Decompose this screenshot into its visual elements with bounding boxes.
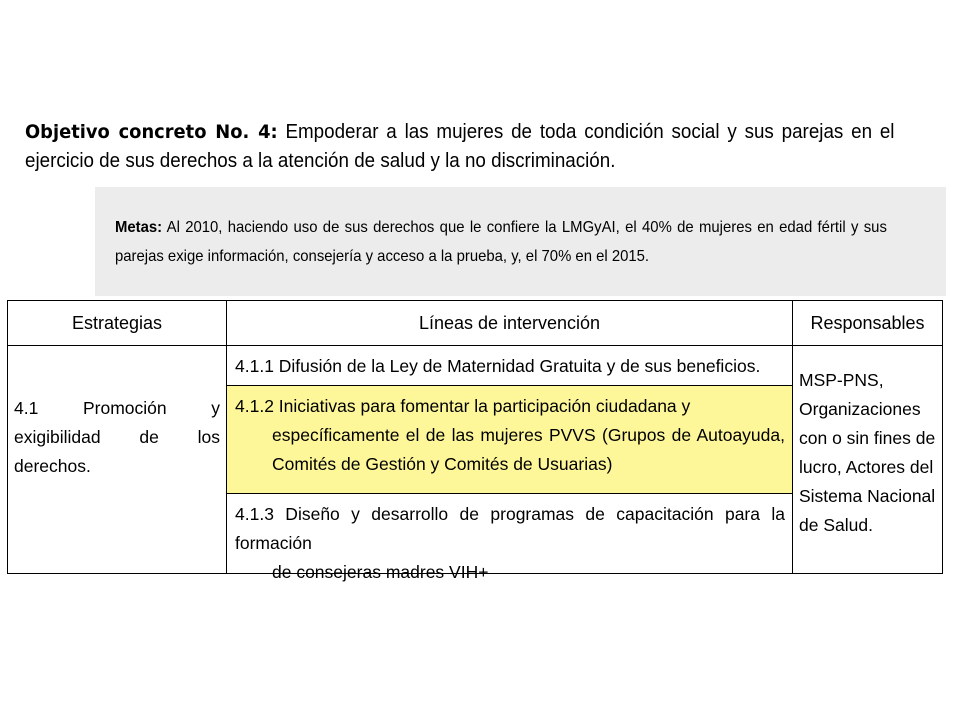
responsable-line: Organizaciones xyxy=(799,399,921,419)
header-responsables: Responsables xyxy=(793,301,943,346)
responsable-line: Sistema Nacional xyxy=(799,486,936,506)
responsables-cell xyxy=(793,346,943,574)
objective-text: Empoderar a las mujeres de toda condición social y sus parejas en el ejercicio de sus derechos a la atención de salud y la no discriminación. xyxy=(25,121,895,172)
table-row xyxy=(8,346,943,574)
metas-paragraph xyxy=(115,213,887,271)
lines-cell xyxy=(227,346,793,582)
metas-label: Metas: xyxy=(115,219,163,236)
objective-label: Objetivo concreto No. 4: xyxy=(25,121,278,143)
strategy-table xyxy=(7,300,943,582)
responsable-line: con o sin fines de xyxy=(799,428,936,448)
header-estrategias: Estrategias xyxy=(8,301,227,346)
header-lineas: Líneas de intervención xyxy=(227,301,793,346)
metas-text: Al 2010, haciendo uso de sus derechos que le confiere la LMGyAI, el 40% de mujeres en edad fértil y sus parejas exige información, consejería y acceso a la prueba, y, el 70% en el 2015. xyxy=(115,219,887,265)
line-item-4-1-1 xyxy=(227,346,792,386)
line-item-4-1-3 xyxy=(227,494,792,582)
line-item-continuation: de consejeras madres VIH+ xyxy=(272,562,489,582)
strategy-cell: 4.1 Promoción y exigibilidad de los derechos. xyxy=(8,346,227,574)
responsable-line: MSP-PNS, xyxy=(799,370,884,390)
responsable-line: lucro, Actores del xyxy=(799,457,934,477)
table-header-row xyxy=(8,301,943,346)
responsable-line: de Salud. xyxy=(799,515,873,535)
line-item-text: 4.1.1 Difusión de la Ley de Maternidad Gratuita y de sus beneficios. xyxy=(235,356,761,376)
line-item-continuation: específicamente el de las mujeres PVVS (Grupos de Autoayuda, Comités de Gestión y Comités de Usuarias) xyxy=(272,425,785,474)
line-item-text: 4.1.2 Iniciativas para fomentar la participación ciudadana y xyxy=(235,396,691,416)
line-item-4-1-2 xyxy=(227,386,792,494)
line-item-text: 4.1.3 Diseño y desarrollo de programas de capacitación para la formación xyxy=(235,504,785,553)
metas-box xyxy=(95,187,946,296)
objective-paragraph xyxy=(25,118,895,176)
